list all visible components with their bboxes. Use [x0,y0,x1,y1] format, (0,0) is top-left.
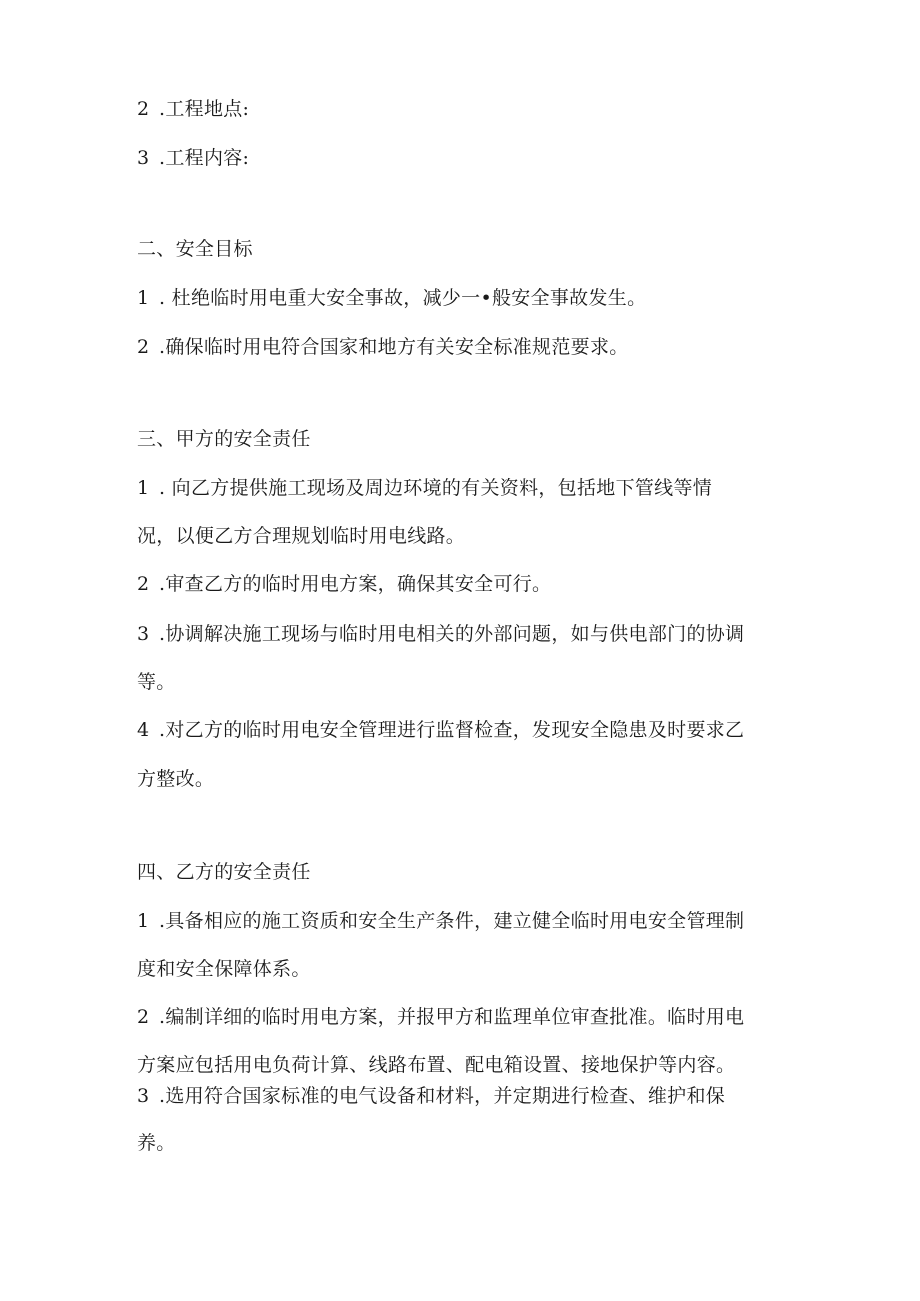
party-b-item-3-cont [137,1131,176,1155]
item-number: 2 [137,336,150,358]
item-number: 3 [137,147,150,169]
item-text: .选用符合国家标准的电气设备和材料，并定期进行检查、维护和保 [159,1085,726,1107]
goal-item-1 [137,286,646,310]
item-number: 1 [137,477,150,499]
item-text: . 向乙方提供施工现场及周边环境的有关资料，包括地下管线等情 [159,477,713,499]
party-b-item-1-cont [137,957,311,981]
item-project-content [137,146,249,170]
item-number: 2 [137,1006,150,1028]
party-b-item-2-cont [137,1053,735,1077]
item-text: .审查乙方的临时用电方案，确保其安全可行。 [159,573,552,595]
section-heading-safety-goals [137,237,253,261]
item-text: 况，以便乙方合理规划临时用电线路。 [137,525,466,547]
section-heading-party-a [137,427,311,451]
item-number: 2 [137,573,150,595]
item-number: 3 [137,623,150,645]
heading-text: 四、乙方的安全责任 [137,861,311,883]
item-text: 养。 [137,1132,176,1154]
party-a-item-1-cont [137,524,465,548]
item-text: .编制详细的临时用电方案，并报甲方和监理单位审查批准。临时用电 [159,1006,745,1028]
party-a-item-4-cont [137,767,214,791]
item-number: 2 [137,98,150,120]
item-text: 度和安全保障体系。 [137,958,311,980]
item-text: .工程内容: [159,147,250,169]
party-a-item-1 [137,476,712,500]
party-b-item-3 [137,1084,725,1108]
heading-text: 二、安全目标 [137,238,253,260]
party-a-item-3 [137,622,744,646]
party-b-item-2 [137,1005,744,1029]
item-number: 4 [137,719,150,741]
item-text: .确保临时用电符合国家和地方有关安全标准规范要求。 [159,336,629,358]
item-text: . 杜绝临时用电重大安全事故，减少一•般安全事故发生。 [159,287,647,309]
party-b-item-1 [137,909,744,933]
heading-text: 三、甲方的安全责任 [137,428,311,450]
item-text: .对乙方的临时用电安全管理进行监督检查，发现安全隐患及时要求乙 [159,719,745,741]
item-text: .协调解决施工现场与临时用电相关的外部问题，如与供电部门的协调 [159,623,745,645]
goal-item-2 [137,335,629,359]
item-text: .工程地点: [159,98,250,120]
section-heading-party-b [137,860,311,884]
item-text: 方案应包括用电负荷计算、线路布置、配电箱设置、接地保护等内容。 [137,1054,736,1076]
item-number: 3 [137,1085,150,1107]
item-number: 1 [137,910,150,932]
item-text: .具备相应的施工资质和安全生产条件，建立健全临时用电安全管理制 [159,910,745,932]
item-text: 等。 [137,671,176,693]
item-text: 方整改。 [137,768,215,790]
item-number: 1 [137,287,150,309]
item-project-location [137,97,249,121]
party-a-item-4 [137,718,744,742]
party-a-item-2 [137,572,551,596]
party-a-item-3-cont [137,670,176,694]
